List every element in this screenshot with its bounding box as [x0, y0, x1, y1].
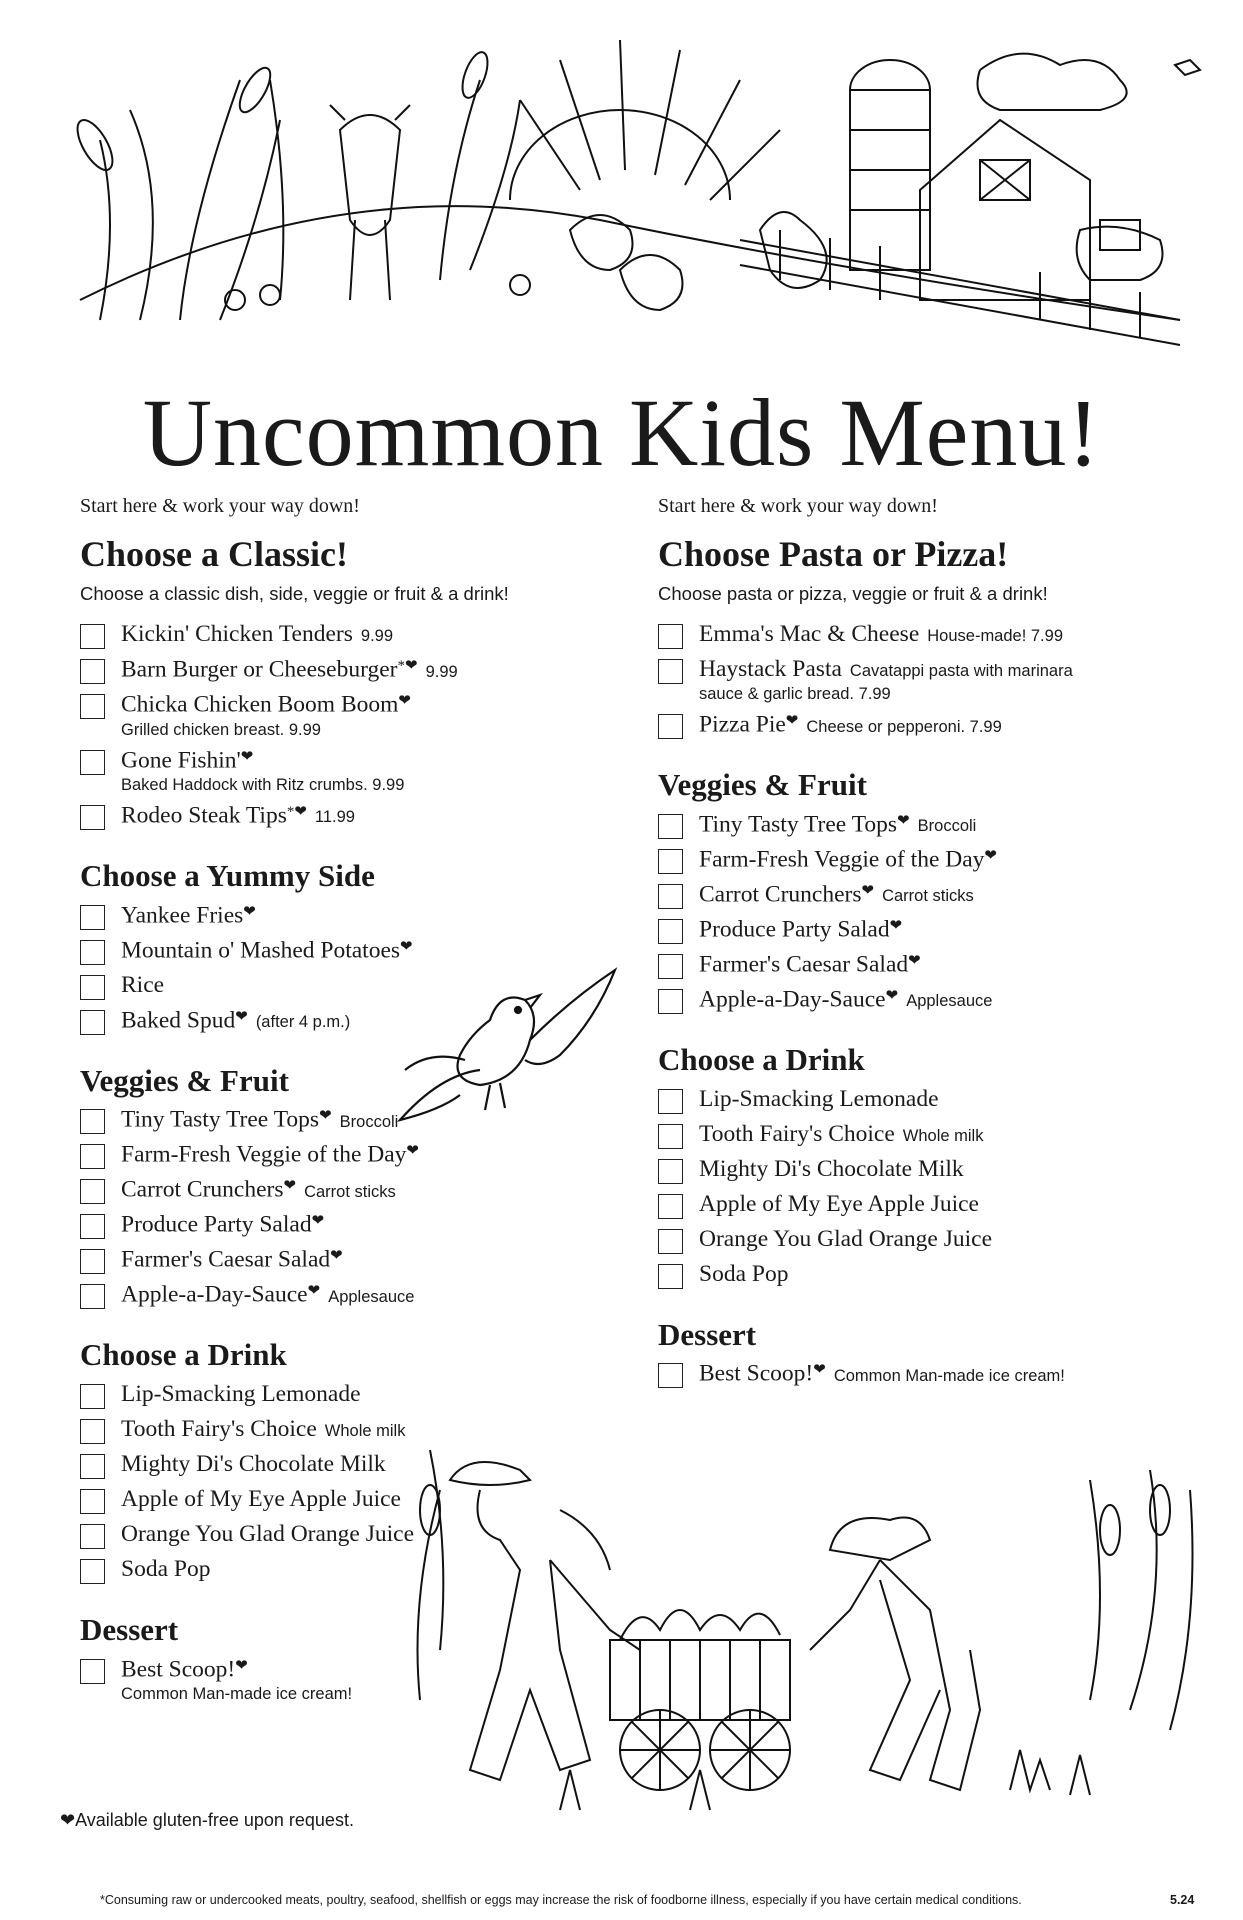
menu-item — [658, 881, 1138, 909]
menu-item — [80, 1141, 560, 1169]
right-column — [658, 495, 1138, 1416]
gluten-free-heart-icon: ❤ — [984, 848, 997, 865]
item-name: Tooth Fairy's Choice — [699, 1120, 895, 1147]
drink-section — [658, 1042, 1138, 1289]
gluten-free-heart-icon: ❤ — [283, 1178, 297, 1195]
gluten-free-heart-icon: ❤ — [398, 693, 411, 710]
menu-item — [80, 691, 560, 739]
item-name: Lip-Smacking Lemonade — [699, 1085, 939, 1112]
item-name: Apple-a-Day-Sauce — [699, 986, 886, 1013]
section-title: Dessert — [658, 1316, 757, 1352]
item-name: Farm-Fresh Veggie of the Day — [699, 846, 985, 873]
item-checkbox[interactable] — [658, 1363, 683, 1388]
gluten-free-note: ❤Available gluten-free upon request. — [60, 1810, 354, 1830]
item-name: Barn Burger or Cheeseburger — [121, 656, 398, 683]
item-note: Cheese or pepperoni. 7.99 — [806, 717, 1002, 736]
gluten-free-heart-icon: ❤ — [785, 713, 799, 730]
item-checkbox[interactable] — [80, 1454, 105, 1479]
item-name: Yankee Fries — [121, 902, 244, 929]
item-checkbox[interactable] — [80, 805, 105, 830]
item-checkbox[interactable] — [80, 1489, 105, 1514]
item-checkbox[interactable] — [658, 1089, 683, 1114]
item-checkbox[interactable] — [80, 1284, 105, 1309]
item-checkbox[interactable] — [80, 1249, 105, 1274]
start-here-text: Start here & work your way down! — [658, 495, 938, 517]
item-name: Emma's Mac & Cheese — [699, 621, 920, 648]
item-name: Best Scoop! — [121, 1655, 236, 1682]
gluten-free-heart-icon: ❤ — [897, 813, 910, 830]
item-note: Whole milk — [324, 1421, 406, 1440]
gluten-free-heart-icon: ❤ — [235, 1657, 248, 1674]
menu-item — [658, 916, 1138, 944]
gluten-free-heart-icon: ❤ — [813, 1362, 826, 1379]
section-title: Choose a Drink — [658, 1042, 865, 1078]
item-name: Rodeo Steak Tips — [121, 802, 287, 829]
item-checkbox[interactable] — [80, 1384, 105, 1409]
item-name: Mighty Di's Chocolate Milk — [699, 1155, 964, 1182]
item-checkbox[interactable] — [80, 1109, 105, 1134]
bird-illustration — [390, 960, 630, 1130]
raw-gluten-free-mark: *❤ — [397, 658, 418, 675]
item-checkbox[interactable] — [80, 1144, 105, 1169]
item-checkbox[interactable] — [658, 954, 683, 979]
menu-version: 5.24 — [1170, 1893, 1195, 1907]
gluten-free-heart-icon: ❤ — [243, 903, 256, 920]
item-name: Chicka Chicken Boom Boom — [121, 691, 399, 718]
item-checkbox[interactable] — [80, 975, 105, 1000]
item-name: Gone Fishin' — [121, 747, 241, 774]
menu-item — [658, 1086, 1138, 1114]
section-subtitle: Choose pasta or pizza, veggie or fruit & a drink! — [658, 583, 1048, 605]
menu-item — [658, 621, 1138, 649]
menu-item — [658, 656, 1138, 704]
item-checkbox[interactable] — [80, 624, 105, 649]
item-checkbox[interactable] — [658, 1264, 683, 1289]
start-here-text: Start here & work your way down! — [80, 495, 360, 517]
item-name: Orange You Glad Orange Juice — [121, 1520, 415, 1547]
item-checkbox[interactable] — [80, 1659, 105, 1684]
item-name: Apple of My Eye Apple Juice — [121, 1485, 401, 1512]
menu-item — [658, 711, 1138, 739]
item-checkbox[interactable] — [80, 1524, 105, 1549]
gluten-free-heart-icon: ❤ — [330, 1248, 343, 1265]
menu-item — [658, 986, 1138, 1014]
item-note: Common Man-made ice cream! — [833, 1366, 1065, 1385]
menu-item — [658, 1156, 1138, 1184]
section-subtitle: Choose a classic dish, side, veggie or fruit & a drink! — [80, 583, 509, 605]
gluten-free-heart-icon: ❤ — [406, 1143, 419, 1160]
menu-item — [80, 1381, 560, 1409]
item-checkbox[interactable] — [658, 884, 683, 909]
menu-item — [658, 1261, 1138, 1289]
item-name: Soda Pop — [121, 1555, 211, 1582]
menu-item — [80, 1281, 560, 1309]
item-description: sauce & garlic bread. 7.99 — [699, 685, 891, 704]
classic-section — [80, 534, 560, 830]
item-note: Carrot sticks — [304, 1182, 396, 1201]
item-checkbox[interactable] — [658, 849, 683, 874]
item-name: Orange You Glad Orange Juice — [699, 1225, 993, 1252]
item-name: Kickin' Chicken Tenders — [121, 621, 353, 648]
item-price: 11.99 — [314, 808, 355, 827]
item-name: Farm-Fresh Veggie of the Day — [121, 1141, 407, 1168]
item-description: Common Man-made ice cream! — [121, 1684, 353, 1703]
section-title: Choose Pasta or Pizza! — [658, 534, 1009, 574]
item-name: Tiny Tasty Tree Tops — [121, 1106, 320, 1133]
section-title: Choose a Yummy Side — [80, 858, 375, 894]
dessert-section — [658, 1317, 1138, 1389]
gluten-free-heart-icon: ❤ — [885, 988, 899, 1005]
item-checkbox[interactable] — [658, 919, 683, 944]
item-name: Haystack Pasta — [699, 656, 842, 683]
item-note: (after 4 p.m.) — [255, 1013, 351, 1032]
menu-item — [80, 1246, 560, 1274]
item-name: Baked Spud — [121, 1007, 236, 1034]
item-checkbox[interactable] — [80, 940, 105, 965]
item-checkbox[interactable] — [658, 659, 683, 684]
item-name: Pizza Pie — [699, 711, 786, 738]
item-note: Broccoli — [339, 1112, 399, 1131]
item-note: Applesauce — [328, 1287, 415, 1306]
item-note: Carrot sticks — [882, 887, 974, 906]
item-checkbox[interactable] — [80, 1179, 105, 1204]
item-checkbox[interactable] — [658, 624, 683, 649]
menu-title: Uncommon Kids Menu! — [142, 379, 1101, 486]
section-title: Veggies & Fruit — [658, 767, 867, 803]
item-note: House-made! 7.99 — [927, 627, 1063, 646]
gluten-free-heart-icon: ❤ — [311, 1213, 325, 1230]
item-checkbox[interactable] — [80, 905, 105, 930]
item-name: Tooth Fairy's Choice — [121, 1415, 317, 1442]
item-checkbox[interactable] — [658, 1159, 683, 1184]
menu-item — [80, 747, 560, 795]
item-name: Lip-Smacking Lemonade — [121, 1380, 361, 1407]
item-checkbox[interactable] — [658, 814, 683, 839]
item-checkbox[interactable] — [80, 1214, 105, 1239]
item-checkbox[interactable] — [80, 1010, 105, 1035]
item-name: Apple-a-Day-Sauce — [121, 1281, 308, 1308]
section-title: Dessert — [80, 1611, 179, 1647]
menu-item — [658, 1226, 1138, 1254]
gluten-free-heart-icon: ❤ — [319, 1108, 332, 1125]
kids-wagon-illustration — [410, 1450, 1210, 1830]
gluten-free-heart-icon: ❤ — [861, 883, 875, 900]
menu-item — [80, 1211, 560, 1239]
item-name: Rice — [121, 971, 165, 998]
menu-item — [658, 1360, 1138, 1388]
gluten-free-heart-icon: ❤ — [908, 953, 921, 970]
foodborne-illness-disclaimer: *Consuming raw or undercooked meats, poultry, seafood, shellfish or eggs may increase the risk of foodborne illness, especially if you have certain medical conditions. — [100, 1893, 1022, 1907]
item-checkbox[interactable] — [658, 989, 683, 1014]
item-checkbox[interactable] — [658, 1124, 683, 1149]
item-checkbox[interactable] — [80, 694, 105, 719]
menu-item — [80, 802, 560, 830]
item-name: Farmer's Caesar Salad — [121, 1246, 331, 1273]
menu-item — [80, 902, 560, 930]
item-name: Produce Party Salad — [121, 1211, 312, 1238]
item-note: Applesauce — [906, 992, 993, 1011]
item-note: Whole milk — [902, 1126, 984, 1145]
item-description: Grilled chicken breast. 9.99 — [121, 720, 321, 739]
item-name: Produce Party Salad — [699, 916, 890, 943]
menu-item — [658, 951, 1138, 979]
item-checkbox[interactable] — [80, 750, 105, 775]
veggies-section — [658, 767, 1138, 1014]
menu-item — [80, 1416, 560, 1444]
item-note: Cavatappi pasta with marinara — [849, 662, 1073, 681]
item-checkbox[interactable] — [80, 1419, 105, 1444]
item-name: Best Scoop! — [699, 1360, 814, 1387]
menu-item — [658, 846, 1138, 874]
item-name: Apple of My Eye Apple Juice — [699, 1190, 979, 1217]
menu-item — [80, 1176, 560, 1204]
farm-scene-illustration — [40, 20, 1210, 380]
item-name: Carrot Crunchers — [699, 881, 862, 908]
item-name: Tiny Tasty Tree Tops — [699, 811, 898, 838]
menu-item — [658, 1191, 1138, 1219]
raw-gluten-free-mark: *❤ — [286, 804, 307, 821]
item-checkbox[interactable] — [658, 1229, 683, 1254]
item-name: Mighty Di's Chocolate Milk — [121, 1450, 386, 1477]
item-note: Broccoli — [917, 817, 977, 836]
menu-item — [658, 811, 1138, 839]
item-description: Baked Haddock with Ritz crumbs. 9.99 — [121, 776, 405, 795]
item-name: Soda Pop — [699, 1260, 789, 1287]
gluten-free-heart-icon: ❤ — [889, 918, 903, 935]
menu-item — [80, 621, 560, 649]
gluten-free-heart-icon: ❤ — [400, 938, 413, 955]
menu-item — [80, 656, 560, 684]
pasta-pizza-section — [658, 534, 1138, 739]
section-title: Choose a Classic! — [80, 534, 348, 574]
item-name: Carrot Crunchers — [121, 1176, 284, 1203]
item-name: Mountain o' Mashed Potatoes — [121, 937, 401, 964]
gluten-free-heart-icon: ❤ — [307, 1283, 321, 1300]
menu-item — [658, 1121, 1138, 1149]
item-checkbox[interactable] — [80, 659, 105, 684]
item-price: 9.99 — [425, 662, 458, 681]
item-checkbox[interactable] — [658, 714, 683, 739]
item-checkbox[interactable] — [80, 1559, 105, 1584]
item-price: 9.99 — [360, 627, 394, 646]
gluten-free-heart-icon: ❤ — [235, 1008, 248, 1025]
item-name: Farmer's Caesar Salad — [699, 951, 909, 978]
section-title: Choose a Drink — [80, 1337, 287, 1373]
gluten-free-heart-icon: ❤ — [240, 748, 254, 765]
section-title: Veggies & Fruit — [80, 1062, 289, 1098]
item-checkbox[interactable] — [658, 1194, 683, 1219]
